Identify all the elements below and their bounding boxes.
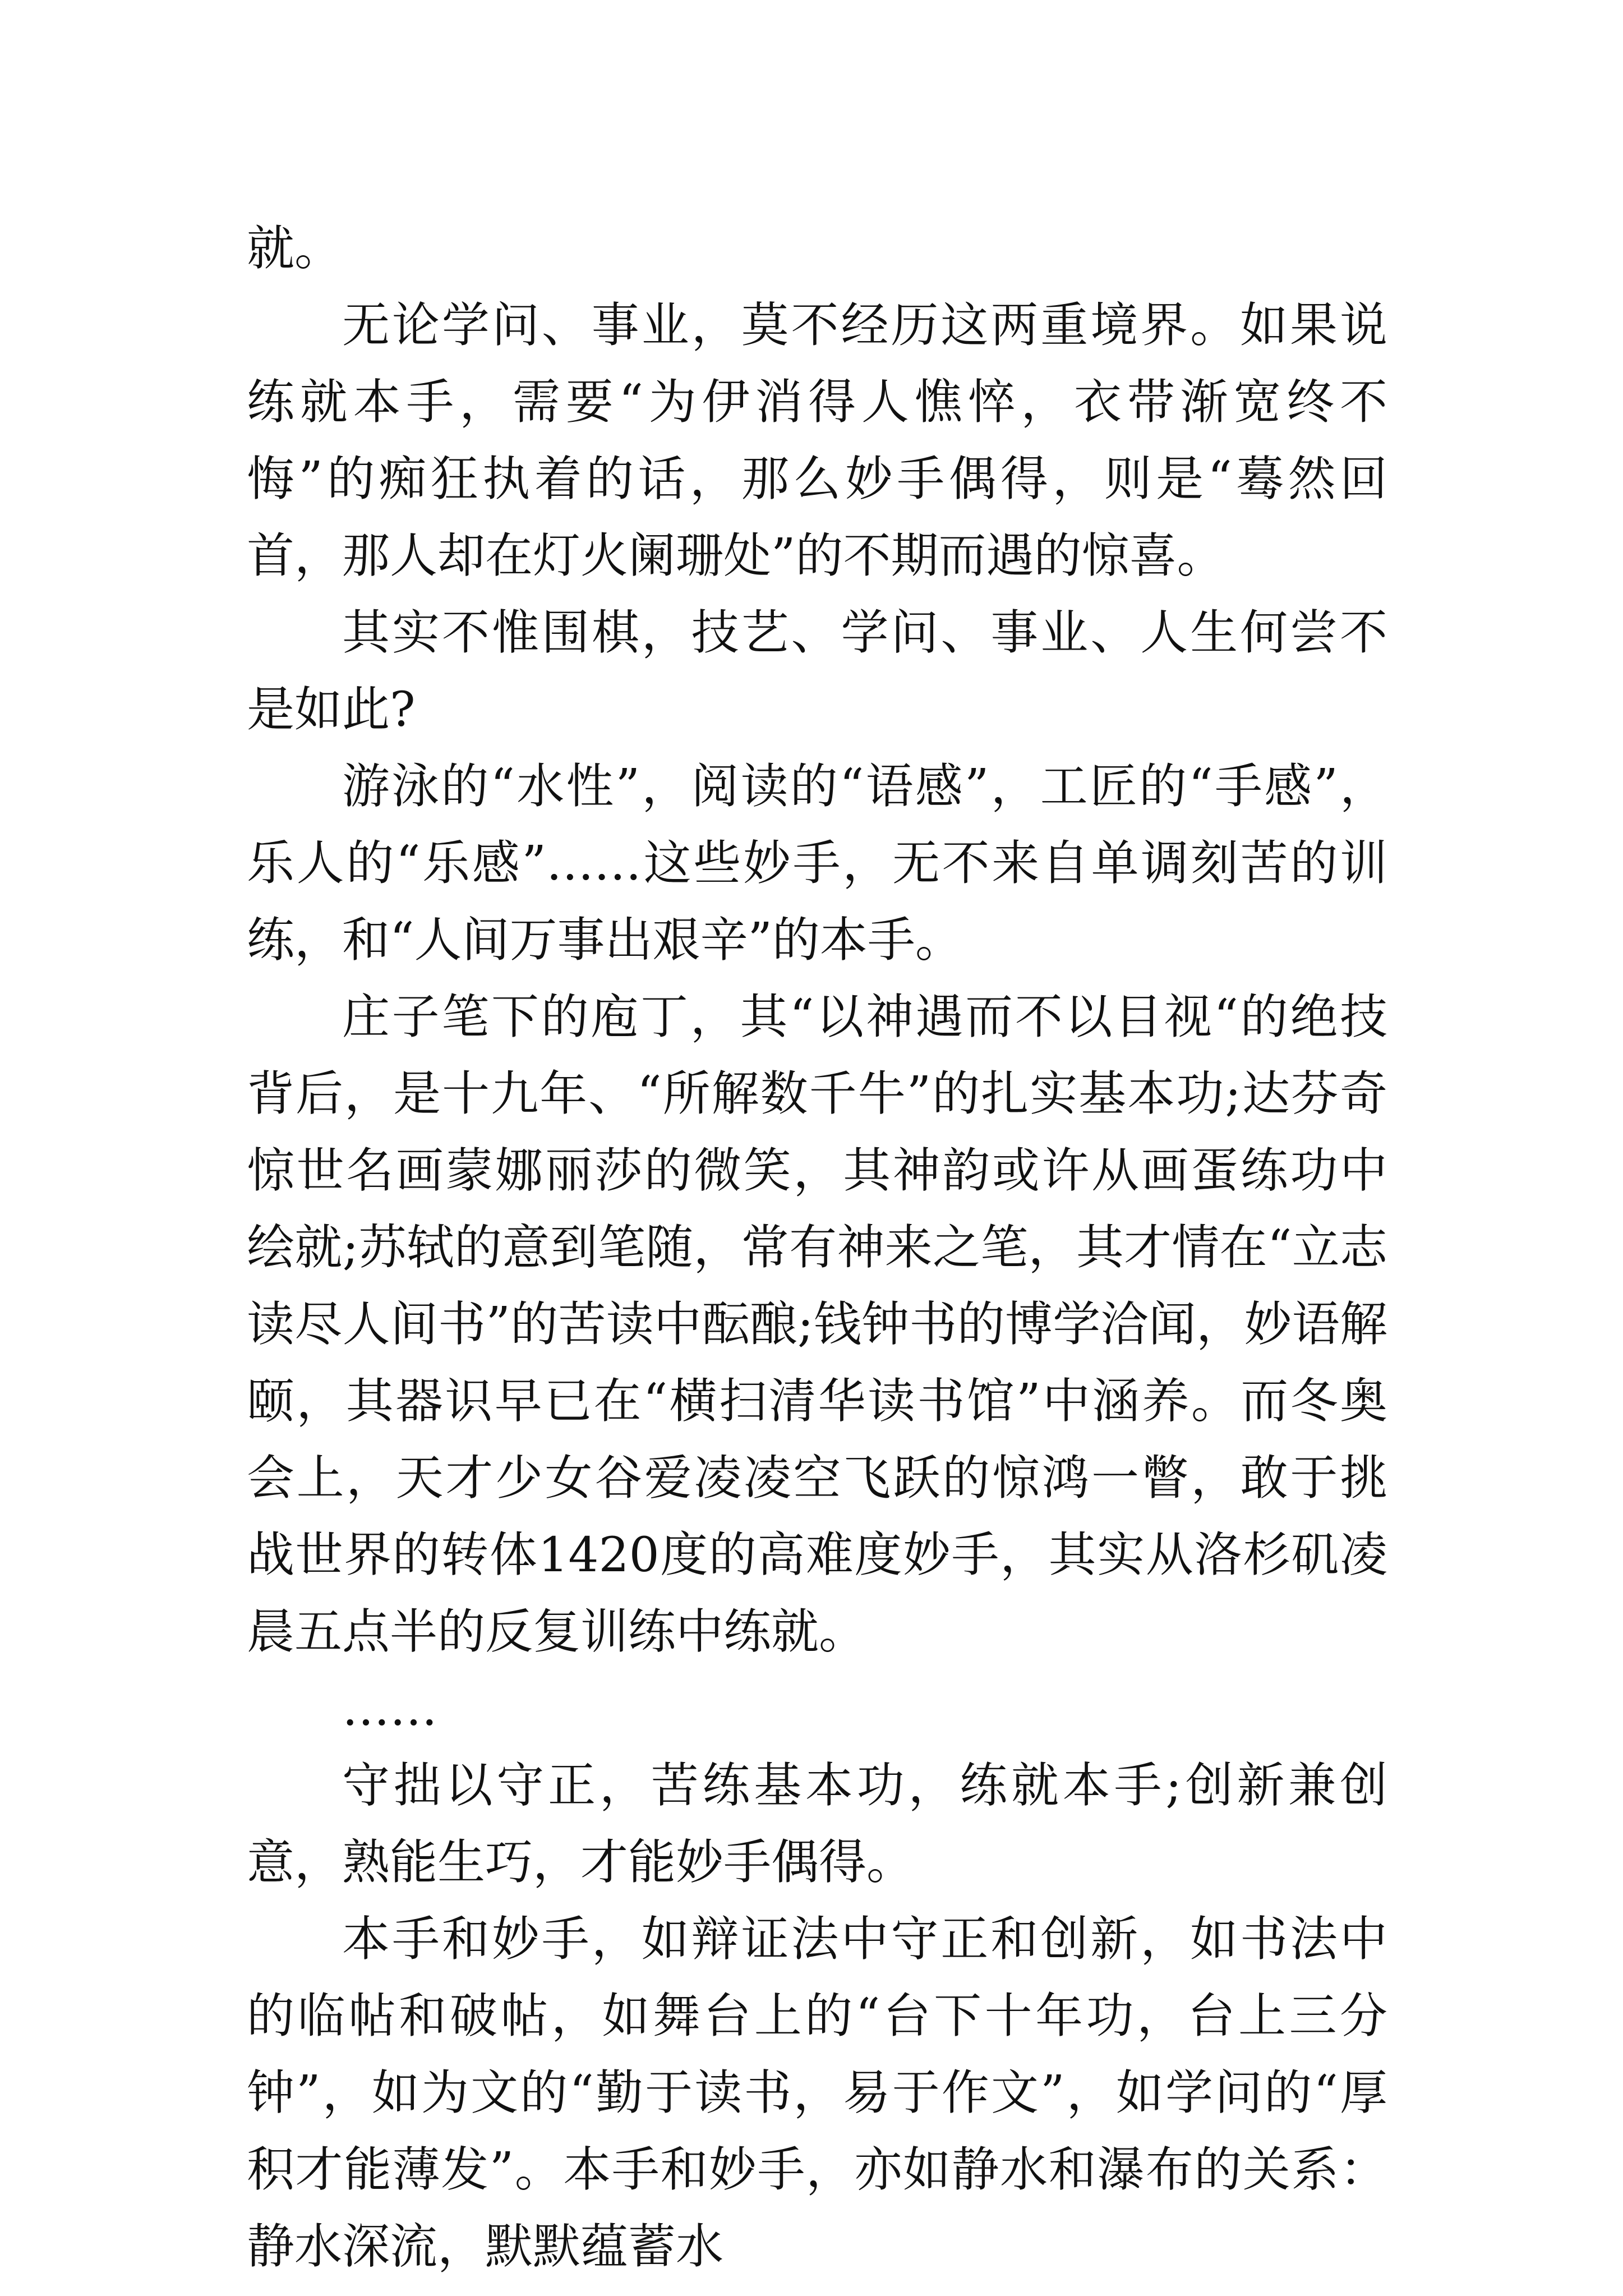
- paragraph-ellipsis: ……: [342, 1681, 437, 1737]
- paragraph-feel-examples: 游泳的“水性”，阅读的“语感”，工匠的“手感”，乐人的“乐感”……这些妙手，无不来自单调刻苦的训练，和“人间万事出艰辛”的本手。: [247, 759, 1387, 968]
- paragraph-historical-examples: 庄子笔下的庖丁，其“以神遇而不以目视“的绝技背后，是十九年、“所解数千牛”的扎实基本功;达芬奇惊世名画蒙娜丽莎的微笑，其神韵或许从画蛋练功中绘就;苏轼的意到笔随，常有神来之笔，其才情在“立志读尽人间书”的苦读中酝酿;钱钟书的博学洽闻，妙语解颐，其器识早已在“横扫清华读书馆”中涵养。而冬奥会上，天才少女谷爱凌凌空飞跃的惊鸿一瞥，敢于挑战世界的转体1420度的高难度妙手，其实从洛杉矶凌晨五点半的反复训练中练就。: [247, 990, 1387, 1660]
- paragraph-continuation: 就。: [247, 221, 343, 277]
- paragraph-keep-upright: 守拙以守正，苦练基本功，练就本手;创新兼创意，熟能生巧，才能妙手偶得。: [247, 1758, 1387, 1890]
- paragraph-two-realms: 无论学问、事业，莫不经历这两重境界。如果说练就本手，需要“为伊消得人憔悴，衣带渐宽终不悔”的痴狂执着的话，那么妙手偶得，则是“蓦然回首，那人却在灯火阑珊处”的不期而遇的惊喜。: [247, 298, 1387, 584]
- paragraph-dialectic: 本手和妙手，如辩证法中守正和创新，如书法中的临帖和破帖，如舞台上的“台下十年功，台上三分钟”，如为文的“勤于读书，易于作文”，如学问的“厚积才能薄发”。本手和妙手，亦如静水和瀑布的关系：静水深流，默默蕴蓄水: [247, 1912, 1387, 2275]
- essay-text: [247, 210, 1387, 2285]
- paragraph-not-only-go: 其实不惟围棋，技艺、学问、事业、人生何尝不是如此?: [247, 605, 1387, 738]
